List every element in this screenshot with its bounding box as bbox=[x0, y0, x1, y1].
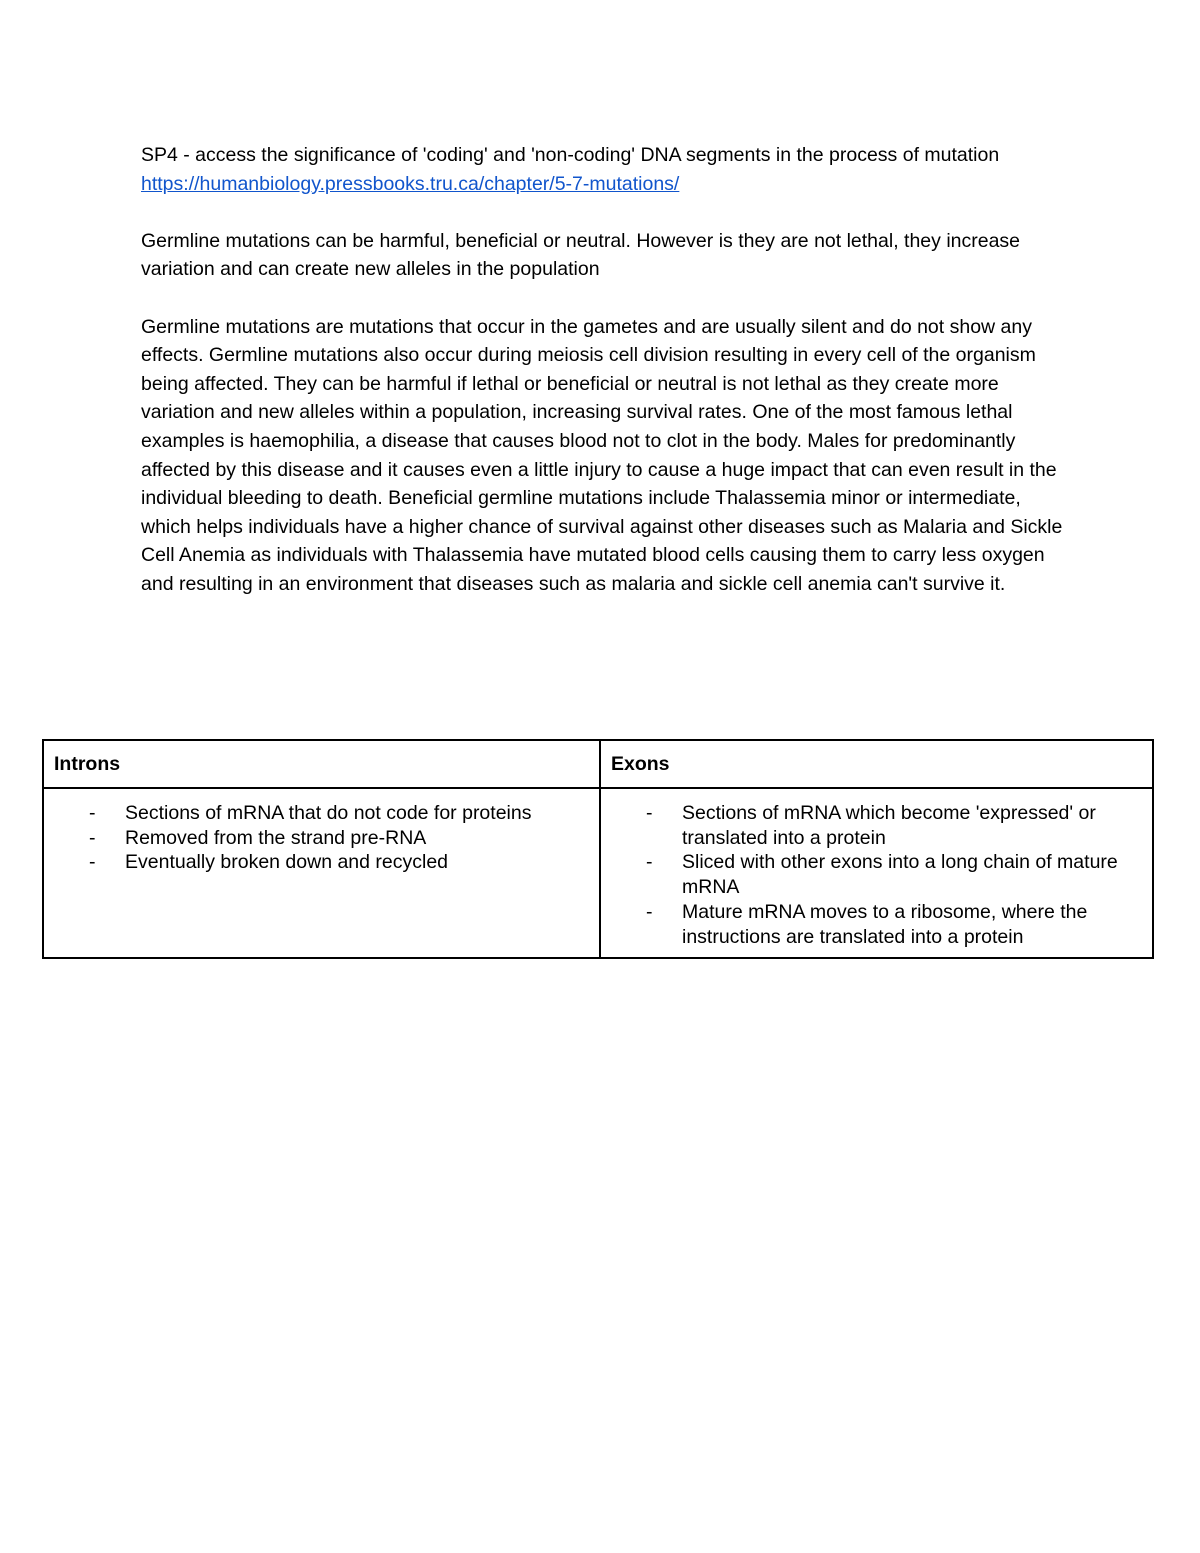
spacer bbox=[141, 198, 1071, 227]
source-link-line bbox=[141, 170, 1071, 199]
objective-heading: SP4 - access the significance of 'coding' and 'non-coding' DNA segments in the process of mutation bbox=[141, 144, 1000, 166]
list-item-text: Sliced with other exons into a long chain of mature mRNA bbox=[682, 851, 1118, 899]
exons-header: Exons bbox=[600, 740, 1153, 788]
dash-bullet: - bbox=[89, 851, 96, 874]
dash-bullet: - bbox=[89, 802, 96, 824]
list-item-text: Sections of mRNA that do not code for proteins bbox=[125, 802, 532, 824]
list-item bbox=[611, 801, 1142, 850]
source-link[interactable]: https://humanbiology.pressbooks.tru.ca/chapter/5-7-mutations/ bbox=[141, 172, 680, 195]
dash-bullet: - bbox=[89, 826, 96, 849]
introns-cell bbox=[43, 788, 600, 958]
dash-bullet: - bbox=[646, 851, 653, 874]
list-item bbox=[611, 900, 1142, 949]
exons-cell bbox=[600, 788, 1153, 958]
paragraph-germline-detail: Germline mutations are mutations that occur in the gametes and are usually silent and do not show any effects. Germline mutations also occur during meiosis cell division resulting in every cell of the organism being affected. They can be harmful if lethal or beneficial or neutral is not lethal as they create more variation and new alleles within a population, increasing survival rates. One of the most famous lethal examples is haemophilia, a disease that causes blood not to clot in the body. Males for predominantly affected by this disease and it causes even a little injury to cause a huge impact that can even result in the individual bleeding to death. Beneficial germline mutations include Thalassemia minor or intermediate, which helps individuals have a higher chance of survival against other diseases such as Malaria and Sickle Cell Anemia as individuals with Thalassemia have mutated blood cells causing them to carry less oxygen and resulting in an environment that diseases such as malaria and sickle cell anemia can't survive it. bbox=[141, 315, 1063, 595]
dash-bullet: - bbox=[646, 900, 653, 923]
list-item-text: Sections of mRNA which become 'expressed' or translated into a protein bbox=[682, 802, 1096, 849]
list-item bbox=[54, 826, 589, 851]
list-item-text: Mature mRNA moves to a ribosome, where the instructions are translated into a protein bbox=[682, 900, 1088, 948]
exons-list bbox=[611, 801, 1142, 949]
spacer bbox=[141, 284, 1071, 313]
list-item bbox=[54, 850, 589, 875]
list-item-text: Eventually broken down and recycled bbox=[125, 851, 449, 874]
list-item bbox=[611, 850, 1142, 899]
list-item bbox=[54, 801, 589, 826]
list-item-text: Removed from the strand pre-RNA bbox=[125, 826, 427, 849]
table-row bbox=[43, 788, 1153, 958]
paragraph-germline-summary: Germline mutations can be harmful, beneficial or neutral. However is they are not lethal, they increase variation and can create new alleles in the population bbox=[141, 229, 1021, 281]
document-body bbox=[141, 141, 1071, 599]
dash-bullet: - bbox=[646, 802, 653, 824]
introns-list bbox=[54, 801, 589, 875]
table-header-row bbox=[43, 740, 1153, 788]
introns-exons-table bbox=[42, 739, 1154, 959]
introns-header: Introns bbox=[43, 740, 600, 788]
